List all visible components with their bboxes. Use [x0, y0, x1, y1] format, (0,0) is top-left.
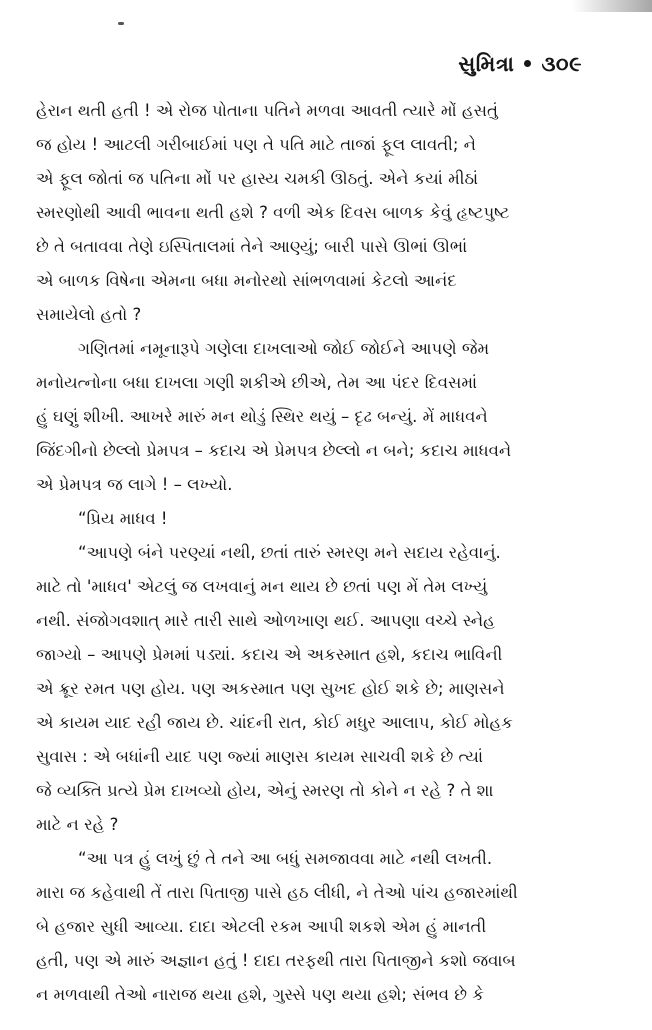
text-line: જે વ્યક્તિ પ્રત્યે પ્રેમ દાખવ્યો હોય, એનું સ્મરણ તો કોને ન રહે ? તે શા	[36, 781, 494, 800]
text-line: માટે તો 'માધવ' એટલું જ લખવાનું મન થાય છે છતાં પણ મેં તેમ લખ્યું	[36, 577, 488, 596]
page-number: ૩૦૯	[541, 52, 582, 76]
text-line: એ કાયમ યાદ રહી જાય છે. ચાંદની રાત, કોઈ મધુર આલાપ, કોઈ મોહક	[36, 713, 513, 732]
text-line: હતી, પણ એ મારું અજ્ઞાન હતું ! દાદા તરફથી તારા પિતાજીને કશો જવાબ	[36, 951, 516, 970]
text-line: જાગ્યો – આપણે પ્રેમમાં પડ્યાં. કદાચ એ અકસ્માત હશે, કદાચ ભાવિની	[36, 645, 503, 664]
text-line: નથી. સંજોગવશાત્ મારે તારી સાથે ઓળખાણ થઈ. આપણા વચ્ચે સ્નેહ	[36, 611, 495, 630]
text-line: “આ પત્ર હું લખું છું તે તને આ બધું સમજાવવા માટે નથી લખતી.	[78, 849, 493, 868]
bullet-separator-icon	[524, 60, 531, 67]
text-line: છે તે બતાવવા તેણે ઇસ્પિતાલમાં તેને આણ્યું; બારી પાસે ઊભાં ઊભાં	[36, 237, 468, 256]
text-line: એ બાળક વિષેના એમના બધા મનોરથો સાંભળવામાં કેટલો આનંદ	[36, 271, 457, 290]
text-line: બે હજાર સુધી આવ્યા. દાદા એટલી રકમ આપી શકશે એમ હું માનતી	[36, 917, 487, 936]
text-line: જ હોય ! આટલી ગરીબાઈમાં પણ તે પતિ માટે તાજાં ફૂલ લાવતી; ને	[36, 135, 476, 154]
text-line: “આપણે બંને પરણ્યાં નથી, છતાં તારું સ્મરણ મને સદાય રહેવાનું.	[78, 543, 501, 562]
text-line: એ ક્રૂર રમત પણ હોય. પણ અકસ્માત પણ સુખદ હોઈ શકે છે; માણસને	[36, 679, 505, 698]
scan-speck	[118, 22, 124, 25]
text-line: મનોયત્નોના બધા દાખલા ગણી શકીએ છીએ, તેમ આ પંદર દિવસમાં	[36, 373, 478, 392]
text-line: સમાયેલો હતો ?	[36, 305, 142, 324]
text-line: ન મળવાથી તેઓ નારાજ થયા હશે, ગુસ્સે પણ થયા હશે; સંભવ છે કે	[36, 985, 484, 1004]
text-line: સુવાસ : એ બધાંની યાદ પણ જ્યાં માણસ કાયમ સાચવી શકે છે ત્યાં	[36, 747, 483, 766]
text-line: જિંદગીનો છેલ્લો પ્રેમપત્ર – કદાચ એ પ્રેમપત્ર છેલ્લો ન બને; કદાચ માધવને	[36, 441, 512, 460]
scan-shadow	[572, 0, 652, 12]
text-line: માટે ન રહે ?	[36, 815, 119, 834]
body-text	[36, 94, 596, 1012]
text-line: હેરાન થતી હતી ! એ રોજ પોતાના પતિને મળવા આવતી ત્યારે મોં હસતું	[36, 101, 498, 120]
text-line: સ્મરણોથી આવી ભાવના થતી હશે ? વળી એક દિવસ બાળક કેવું હૃષ્ટપુષ્ટ	[36, 203, 510, 222]
text-line: હું ઘણું શીખી. આખરે મારું મન થોડું સ્થિર થયું – દૃઢ બન્યું. મેં માધવને	[36, 407, 488, 426]
text-line: “પ્રિય માધવ !	[78, 509, 168, 528]
chapter-title: સુમિત્રા	[458, 52, 515, 76]
text-line: એ ફૂલ જોતાં જ પતિના મોં પર હાસ્ય ચમકી ઊઠતું. એને કયાં મીઠાં	[36, 169, 479, 188]
running-header	[458, 52, 582, 77]
text-line: મારા જ કહેવાથી તેં તારા પિતાજી પાસે હઠ લીધી, ને તેઓ પાંચ હજારમાંથી	[36, 883, 518, 902]
text-line: ગણિતમાં નમૂનારૂપે ગણેલા દાખલાઓ જોઈ જોઈને આપણે જેમ	[78, 339, 490, 358]
text-line: એ પ્રેમપત્ર જ લાગે ! – લખ્યો.	[36, 475, 233, 494]
